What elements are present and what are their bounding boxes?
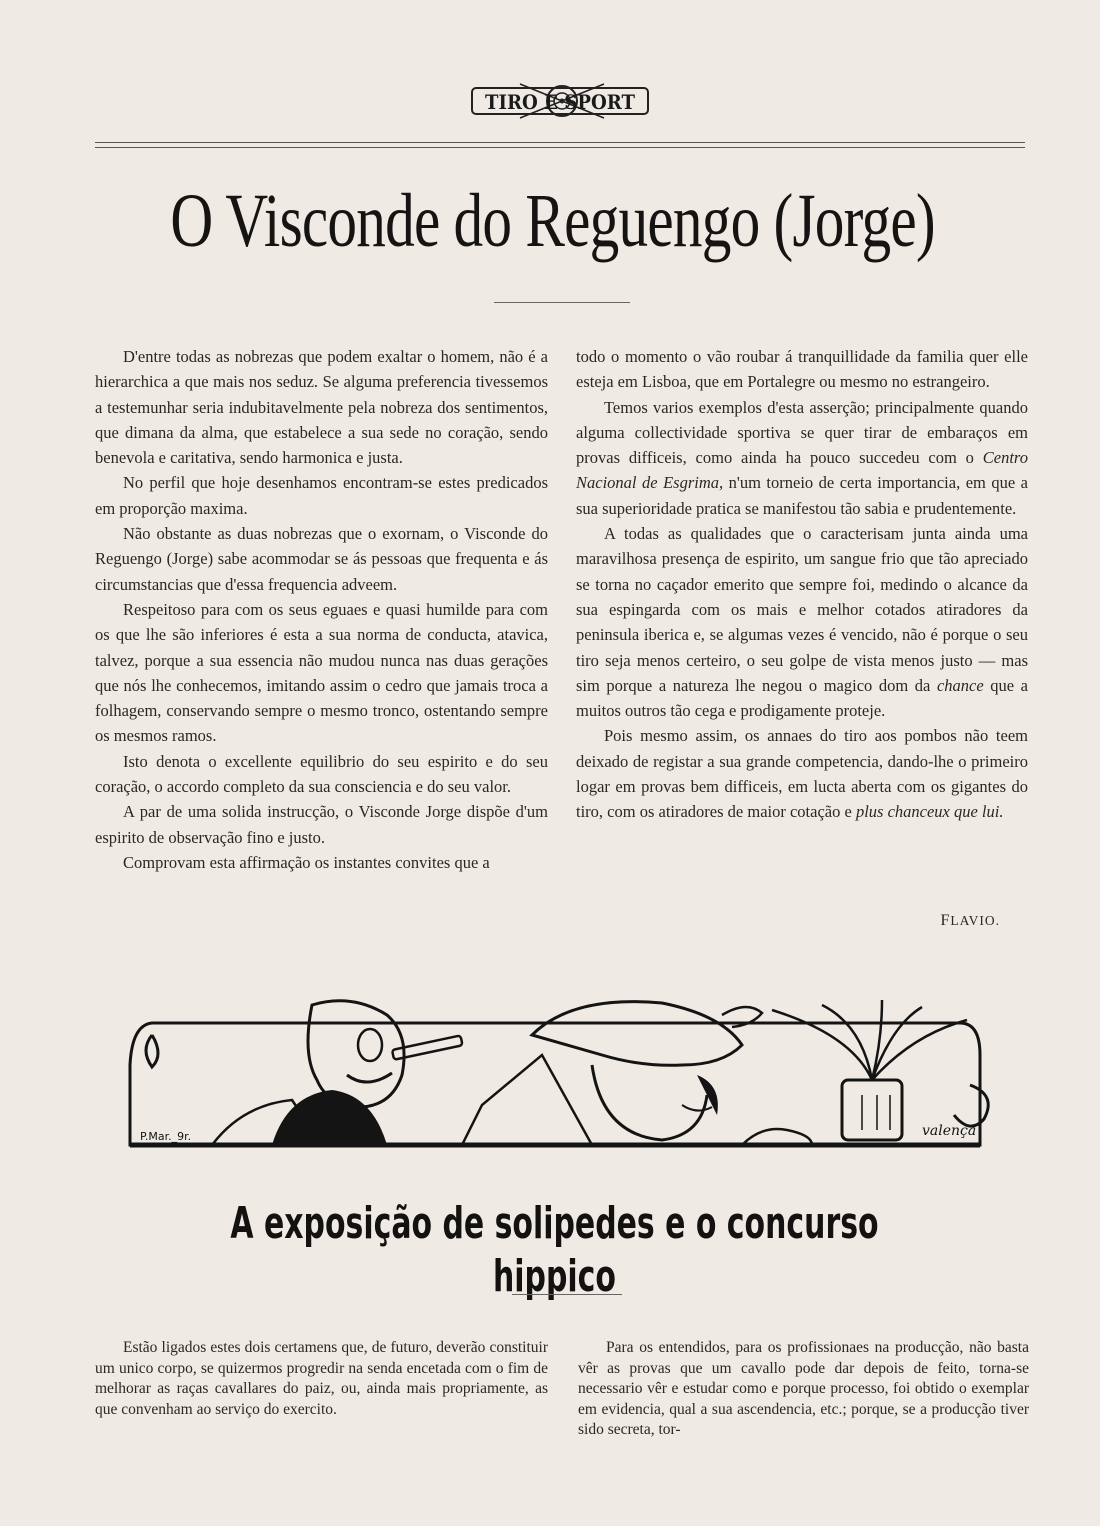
paragraph: Estão ligados estes dois certamens que, de futuro, deverão constituir um unico corpo, se quizermos progredir na senda encetada com o fim de melhorar as raças cavallares do paiz, ou, ainda mais propriamente, as que convenham ao serviço do exercito. xyxy=(95,1339,548,1418)
author-signature xyxy=(900,912,1000,930)
paragraph: todo o momento o vão roubar á tranquillidade da familia quer elle esteja em Lisboa, que em Portalegre ou mesmo no estrangeiro. xyxy=(576,347,1028,392)
article2-column-1 xyxy=(95,1338,548,1420)
paragraph xyxy=(576,395,1028,521)
paragraph: No perfil que hoje desenhamos encontram-se estes predicados em proporção maxima. xyxy=(95,473,548,518)
illustration-signature-right: valença xyxy=(922,1123,977,1139)
masthead-text: TIRO E SPORT xyxy=(485,90,636,114)
text-run: A todas as qualidades que o caracterisam junta ainda uma maravilhosa presença de espirito, um sangue frio que tão apreciado se torna no caçador emerito que sempre foi, medindo o alcance da sua espingarda com os mais e melhor cotados atiradores da peninsula iberica e, se algumas vezes é vencido, não é porque o seu tiro seja menos certeiro, o seu golpe de vista menos justo — mas sim porque a natureza lhe negou o magico dom da xyxy=(576,524,1028,695)
paragraph: A par de uma solida instrucção, o Visconde Jorge dispõe d'um espirito de observação fino e justo. xyxy=(95,802,548,847)
article1-title: O Visconde do Reguengo (Jorge) xyxy=(170,179,935,263)
article2-title: A exposição de solipedes e o concurso hippico xyxy=(230,1198,879,1302)
article1-column-2 xyxy=(576,344,1028,825)
caricature-illustration xyxy=(122,995,1002,1155)
text-run: Pois mesmo assim, os annaes do tiro aos pombos não teem deixado de registar a sua grande competencia, dando-lhe o primeiro logar em provas bem difficeis, em lucta aberta com os gigantes do tiro, com os atiradores de maior cotação e xyxy=(576,726,1028,822)
masthead-logo xyxy=(470,80,650,124)
header-rule-top xyxy=(95,142,1025,143)
paragraph: Não obstante as duas nobrezas que o exornam, o Visconde do Reguengo (Jorge) sabe acommodar se ás pessoas que frequenta e ás circumstancias que d'essa frequencia adveem. xyxy=(95,524,548,594)
paragraph: Para os entendidos, para os profissionaes na producção, não basta vêr as provas que um cavallo pode dar depois de feito, torna-se necessario vêr e estudar como e porque processo, foi obtido o exemplar em evidencia, qual a sua ascendencia, etc.; porque, se a producção tiver sido secreta, tor- xyxy=(578,1339,1029,1438)
paragraph: Comprovam esta affirmação os instantes convites que a xyxy=(123,852,490,872)
paragraph: Respeitoso para com os seus eguaes e quasi humilde para com os que lhe são inferiores é esta a sua norma de conducta, atavica, talvez, porque a sua essencia não mudou nunca nas duas gerações que nós lhe conhecemos, imitando assim o cedro que jamais troca a folhagem, conservando sempre o mesmo tronco, ostentando sempre os mesmos ramos. xyxy=(95,599,548,746)
signature-initial: F xyxy=(940,912,951,929)
illustration-signature-left: P.Mar._9r. xyxy=(140,1130,192,1143)
header-rule-bottom xyxy=(95,147,1025,148)
paragraph xyxy=(576,723,1028,824)
paragraph: Isto denota o excellente equilibrio do seu espirito e do seu coração, o accordo completo da sua consciencia e do seu valor. xyxy=(95,751,548,797)
emphasis-text: chance xyxy=(936,675,984,695)
article1-column-1 xyxy=(95,344,548,875)
text-run: Temos varios exemplos d'esta asserção; principalmente quando alguma collectividade sportiva se quer tirar de embaraços em provas difficeis, como ainda ha pouco succedeu com o xyxy=(576,397,1028,468)
article2-column-2 xyxy=(578,1338,1029,1441)
emphasis-text: Centro Nacional de Esgrima xyxy=(576,448,1028,493)
plant-vase-icon xyxy=(772,1000,967,1140)
text-run: , n'um torneio de certa importancia, em que a sua superioridade pratica se manifestou tão sabia e prudentemente. xyxy=(576,473,1028,518)
signature-rest: LAVIO. xyxy=(950,913,1000,928)
title1-divider xyxy=(494,302,630,303)
emphasis-text: plus chanceux que lui. xyxy=(855,802,1004,822)
paragraph xyxy=(576,521,1028,723)
text-run: que a muitos outros tão cega e prodigamente proteje. xyxy=(576,675,1028,721)
paragraph: D'entre todas as nobrezas que podem exaltar o homem, não é a hierarchica a que mais nos seduz. Se alguma preferencia tivessemos a testemunhar seria indubitavelmente pela nobreza dos sentimentos, que dimana da alma, que estabelece a sua sede no coração, sendo benevola e caritativa, sendo harmonica e justa. xyxy=(95,347,548,468)
title2-divider xyxy=(512,1294,622,1295)
